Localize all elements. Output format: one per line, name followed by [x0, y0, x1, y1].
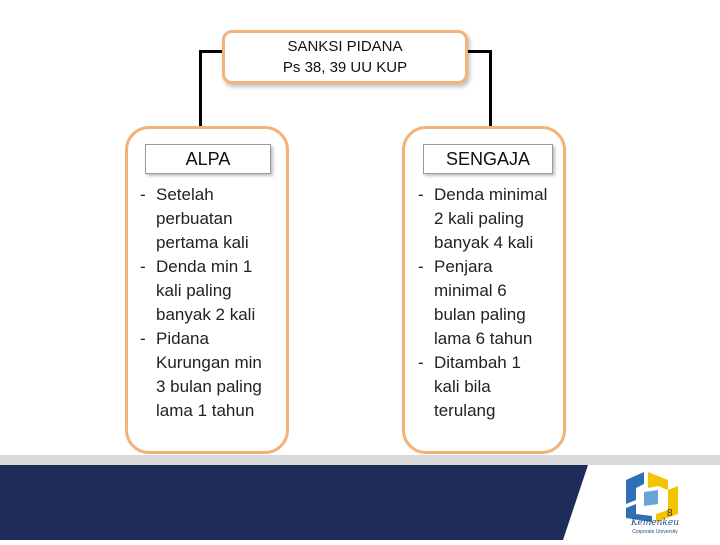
list-item-line: lama 6 tahun	[434, 329, 533, 348]
list-item-line: pertama kali	[156, 233, 249, 252]
list-item-line: terulang	[434, 401, 496, 420]
footer-band	[0, 465, 720, 540]
sengaja-list	[418, 183, 568, 423]
list-item-line: minimal 6	[434, 281, 507, 300]
list-item-line: lama 1 tahun	[156, 401, 255, 420]
title-box	[222, 30, 468, 84]
list-item-line: Pidana	[156, 329, 209, 348]
bullet-dash: -	[418, 353, 424, 372]
list-item	[418, 351, 568, 423]
page-number: 8	[667, 508, 673, 519]
bullet-dash: -	[418, 185, 424, 204]
list-item-line: bulan paling	[434, 305, 526, 324]
footer-divider	[0, 455, 720, 465]
footer-navy-polygon	[0, 465, 588, 540]
connector-left-horizontal	[199, 50, 223, 53]
list-item-line: Kurungan min	[156, 353, 262, 372]
footer-navy-shape	[0, 465, 720, 540]
label-sengaja: SENGAJA	[423, 144, 553, 174]
bullet-dash: -	[418, 257, 424, 276]
list-item	[140, 183, 285, 255]
list-item-line: banyak 2 kali	[156, 305, 256, 324]
logo-subtitle: Corporate University	[632, 529, 678, 535]
logo-wordmark: Kemenkeu	[630, 518, 680, 528]
list-item	[418, 255, 568, 351]
title-line-1: SANKSI PIDANA	[287, 38, 403, 55]
list-item-line: Ditambah 1	[434, 353, 521, 372]
alpa-list	[140, 183, 285, 423]
list-item-line: perbuatan	[156, 209, 233, 228]
bullet-dash: -	[140, 329, 146, 348]
list-item-line: Setelah	[156, 185, 214, 204]
connector-right-vertical	[489, 50, 492, 128]
list-item-line: kali paling	[156, 281, 232, 300]
list-item	[140, 255, 285, 327]
list-item-line: Denda minimal	[434, 185, 548, 204]
list-item-line: Penjara	[434, 257, 493, 276]
list-item-line: 3 bulan paling	[156, 377, 262, 396]
list-item	[418, 183, 568, 255]
connector-left-vertical	[199, 50, 202, 128]
bullet-dash: -	[140, 185, 146, 204]
title-line-2: Ps 38, 39 UU KUP	[282, 59, 408, 76]
list-item-line: kali bila	[434, 377, 491, 396]
list-item	[140, 327, 285, 423]
bullet-dash: -	[140, 257, 146, 276]
label-alpa: ALPA	[145, 144, 271, 174]
list-item-line: Denda min 1	[156, 257, 253, 276]
list-item-line: 2 kali paling	[434, 209, 524, 228]
list-item-line: banyak 4 kali	[434, 233, 534, 252]
